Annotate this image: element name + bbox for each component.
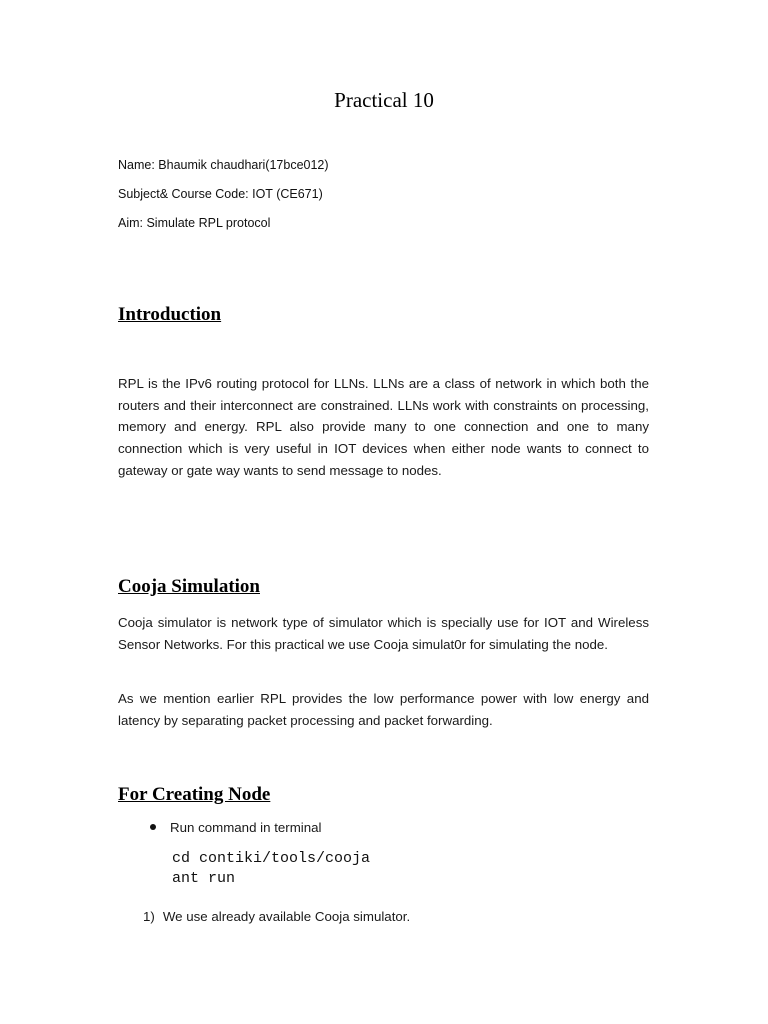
cooja-paragraph-1: Cooja simulator is network type of simulator which is specially use for IOT and Wireless Sensor Networks. For this practical we use Cooja simulat0r for simulating the node. [118,615,649,652]
code-block [172,849,370,889]
code-line: cd contiki/tools/cooja [172,850,371,867]
step-number: 1) [143,909,155,924]
meta-aim [118,216,270,230]
introduction-heading: Introduction [118,304,222,325]
cooja-heading: Cooja Simulation [118,576,260,597]
step-text: We use already available Cooja simulator. [162,909,411,924]
numbered-step [143,909,410,924]
meta-name-label: Name: [118,158,155,172]
meta-subject-label: Subject& Course Code: [118,187,249,201]
meta-name [118,158,329,172]
page-title: Practical 10 [334,88,434,112]
introduction-paragraph: RPL is the IPv6 routing protocol for LLNs. LLNs are a class of network in which both the routers and their interconnect are constrained. LLNs work with constraints on processing, memory and energy. RPL also provide many to one connection and one to many connection which is very useful in IOT devices when either node wants to connect to gateway or gate way wants to send message to nodes. [118,376,649,478]
bullet-item [150,820,322,835]
code-line: ant run [172,870,236,887]
bullet-text: Run command in terminal [170,820,322,835]
creating-node-heading: For Creating Node [118,784,271,805]
bullet-icon [150,824,156,830]
meta-subject [118,187,323,201]
meta-name-value: Bhaumik chaudhari(17bce012) [154,158,329,172]
cooja-paragraph-2: As we mention earlier RPL provides the low performance power with low energy and latency by separating packet processing and packet forwarding. [118,691,649,728]
meta-aim-label: Aim: [118,216,143,230]
meta-subject-value: IOT (CE671) [248,187,323,201]
meta-aim-value: Simulate RPL protocol [143,216,271,230]
